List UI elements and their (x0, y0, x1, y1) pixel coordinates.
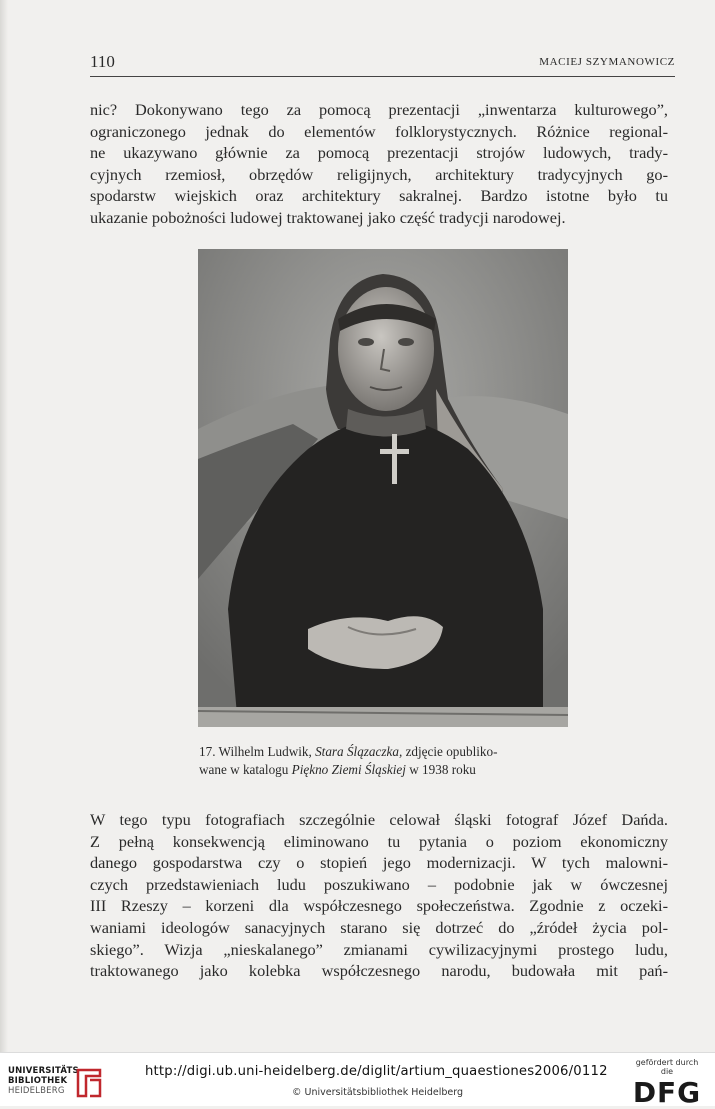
digitization-footer (0, 1052, 715, 1109)
source-url-link[interactable]: http://digi.ub.uni-heidelberg.de/diglit/artium_quaestiones2006/0112 (145, 1064, 608, 1079)
paragraph-line: traktowanego jako kolebka współczesnego narodu, budowała mit pań- (90, 961, 668, 981)
funded-by-label: gefördert durch die (635, 1058, 699, 1076)
paragraph-line: III Rzeszy – korzeni dla współczesnego społeczeństwa. Zgodnie z oczeki- (90, 896, 668, 916)
paragraph-line: ukazanie pobożności ludowej traktowanej jako część tradycji narodowej. (90, 207, 566, 227)
paragraph-2 (90, 809, 668, 982)
page-number: 110 (90, 52, 115, 71)
library-emblem-icon (74, 1066, 104, 1100)
paragraph-line: ograniczonego jednak do elementów folklorystycznych. Różnice regional- (90, 121, 668, 141)
dfg-wordmark: DFG (632, 1076, 702, 1109)
caption-title: Stara Ślązaczka, (315, 744, 403, 759)
paragraph-line: spodarstw wiejskich oraz architektury sakralnej. Bardzo istotne było tu (90, 186, 668, 206)
caption-catalog: Piękno Ziemi Śląskiej (291, 762, 406, 777)
paragraph-line: nic? Dokonywano tego za pomocą prezentacji „inwentarza kulturowego”, (90, 100, 668, 119)
copyright-notice: © Universitätsbibliothek Heidelberg (292, 1087, 464, 1098)
paragraph-line: W tego typu fotografiach szczególnie celował śląski fotograf Józef Dańda. (90, 810, 668, 829)
paragraph-line: ne ukazywano głównie za pomocą prezentacji strojów ludowych, trady- (90, 143, 668, 163)
figure-caption (199, 743, 579, 779)
caption-text: wane w katalogu (199, 762, 292, 777)
paragraph-line: Z pełną konsekwencją eliminowano tu pytania o poziom ekonomiczny (90, 831, 668, 851)
caption-text: w 1938 roku (405, 762, 476, 777)
caption-number: 17. Wilhelm Ludwik, (199, 744, 316, 759)
paragraph-line: cyjnych rzemiosł, obrzędów religijnych, architektury tradycyjnych go- (90, 164, 668, 184)
caption-text: zdjęcie opubliko- (402, 744, 498, 759)
running-head: MACIEJ SZYMANOWICZ (539, 56, 675, 68)
page-header (90, 52, 675, 77)
portrait-image (198, 249, 568, 727)
page-edge-shadow (0, 0, 8, 1052)
paragraph-line: czych przedstawieniach ludu poszukiwano – podobnie jak w ówczesnej (90, 874, 668, 894)
library-name-line: BIBLIOTHEK (8, 1076, 68, 1086)
library-name-line: HEIDELBERG (8, 1086, 65, 1096)
portrait-photograph (198, 249, 568, 727)
library-name-line: UNIVERSITÄTS- (8, 1066, 83, 1076)
dfg-logo[interactable] (629, 1058, 705, 1108)
paragraph-line: waniami ideologów sanacyjnych starano się dotrzeć do „źródeł życia pol- (90, 917, 668, 937)
library-logo[interactable] (8, 1066, 83, 1096)
paragraph-1 (90, 99, 668, 229)
paragraph-line: danego gospodarstwa czy o stopień jego modernizacji. W tych malowni- (90, 853, 668, 873)
paragraph-line: skiego”. Wizja „nieskalanego” zmianami cywilizacyjnymi prostego ludu, (90, 939, 668, 959)
